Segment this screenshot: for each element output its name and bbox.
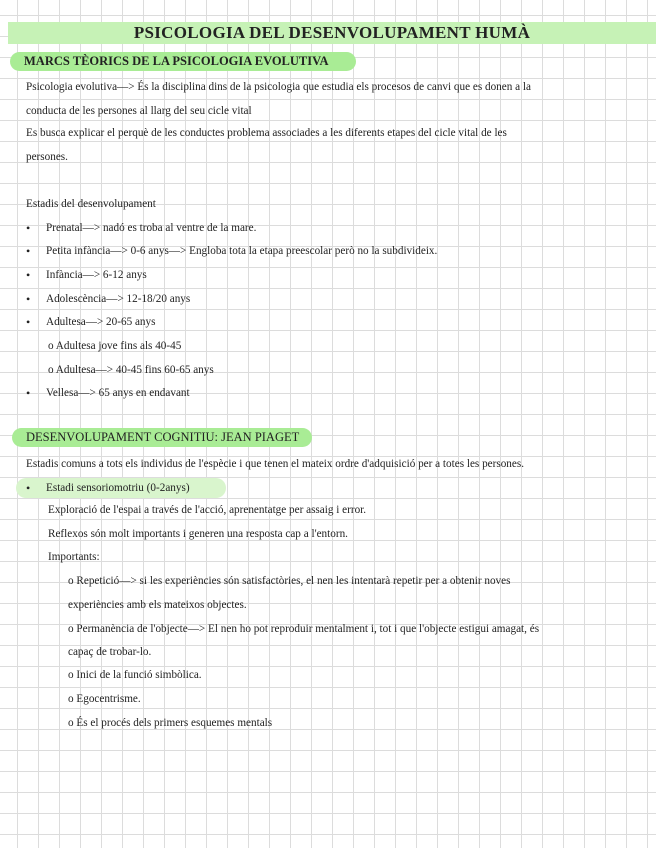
list-item: Adolescència—> 12-18/20 anys [46, 293, 191, 305]
list-item: Infància—> 6-12 anys [46, 269, 147, 281]
sub-list-item: experiències amb els mateixos objectes. [68, 599, 247, 611]
sub-list-item: o Egocentrisme. [68, 693, 141, 705]
stage-label: Estadi sensoriomotriu (0-2anys) [46, 482, 190, 494]
section-heading-marcs-teorics: MARCS TÈORICS DE LA PSICOLOGIA EVOLUTIVA [10, 52, 356, 71]
sub-list-item: o Permanència de l'objecte—> El nen ho pot reproduir mentalment i, tot i que l'objecte estigui amagat, és [68, 623, 540, 635]
bullet-icon: • [26, 244, 31, 258]
sub-list-item: o Adultesa jove fins als 40-45 [48, 340, 182, 352]
sub-list-item: o Inici de la funció simbòlica. [68, 669, 202, 681]
intro-line: Psicologia evolutiva—> És la disciplina dins de la psicologia que estudia els procesos de canvi que es donen a la [26, 81, 531, 93]
intro-line: Es busca explicar el perquè de les conductes problema associades a les diferents etapes del cicle vital de les [26, 127, 507, 139]
list-item: Prenatal—> nadó es troba al ventre de la mare. [46, 222, 257, 234]
sub-list-item: capaç de trobar-lo. [68, 646, 152, 658]
list-item: Vellesa—> 65 anys en endavant [46, 387, 190, 399]
stage-desc: Exploració de l'espai a través de l'acció, aprenentatge per assaig i error. [48, 504, 367, 516]
page-title: PSICOLOGIA DEL DESENVOLUPAMENT HUMÀ [8, 22, 656, 44]
intro-line: persones. [26, 151, 68, 163]
sub-list-item: o Adultesa—> 40-45 fins 60-65 anys [48, 364, 214, 376]
intro-line: conducta de les persones al llarg del seu cicle vital [26, 105, 252, 117]
bullet-icon: • [26, 268, 31, 282]
section-heading-piaget: DESENVOLUPAMENT COGNITIU: JEAN PIAGET [12, 428, 312, 447]
list-item: Petita infància—> 0-6 anys—> Engloba tota la etapa preescolar però no la subdivideix. [46, 245, 438, 257]
stage-desc: Reflexos són molt importants i generen una resposta cap a l'entorn. [48, 528, 348, 540]
bullet-icon: • [26, 386, 31, 400]
bullet-icon: • [26, 221, 31, 235]
sub-list-item: o Repetició—> si les experiències són satisfactòries, el nen les intentarà repetir per a obtenir noves [68, 575, 511, 587]
bullet-icon: • [26, 292, 31, 306]
piaget-intro: Estadis comuns a tots els individus de l'espècie i que tenen el mateix ordre d'adquisició per a totes les persones. [26, 458, 525, 470]
sub-list-item: o És el procés dels primers esquemes mentals [68, 717, 273, 729]
list-item: Adultesa—> 20-65 anys [46, 316, 156, 328]
stages-title: Estadis del desenvolupament [26, 198, 156, 210]
stage-desc: Importants: [48, 551, 100, 563]
bullet-icon: • [26, 481, 31, 495]
bullet-icon: • [26, 315, 31, 329]
